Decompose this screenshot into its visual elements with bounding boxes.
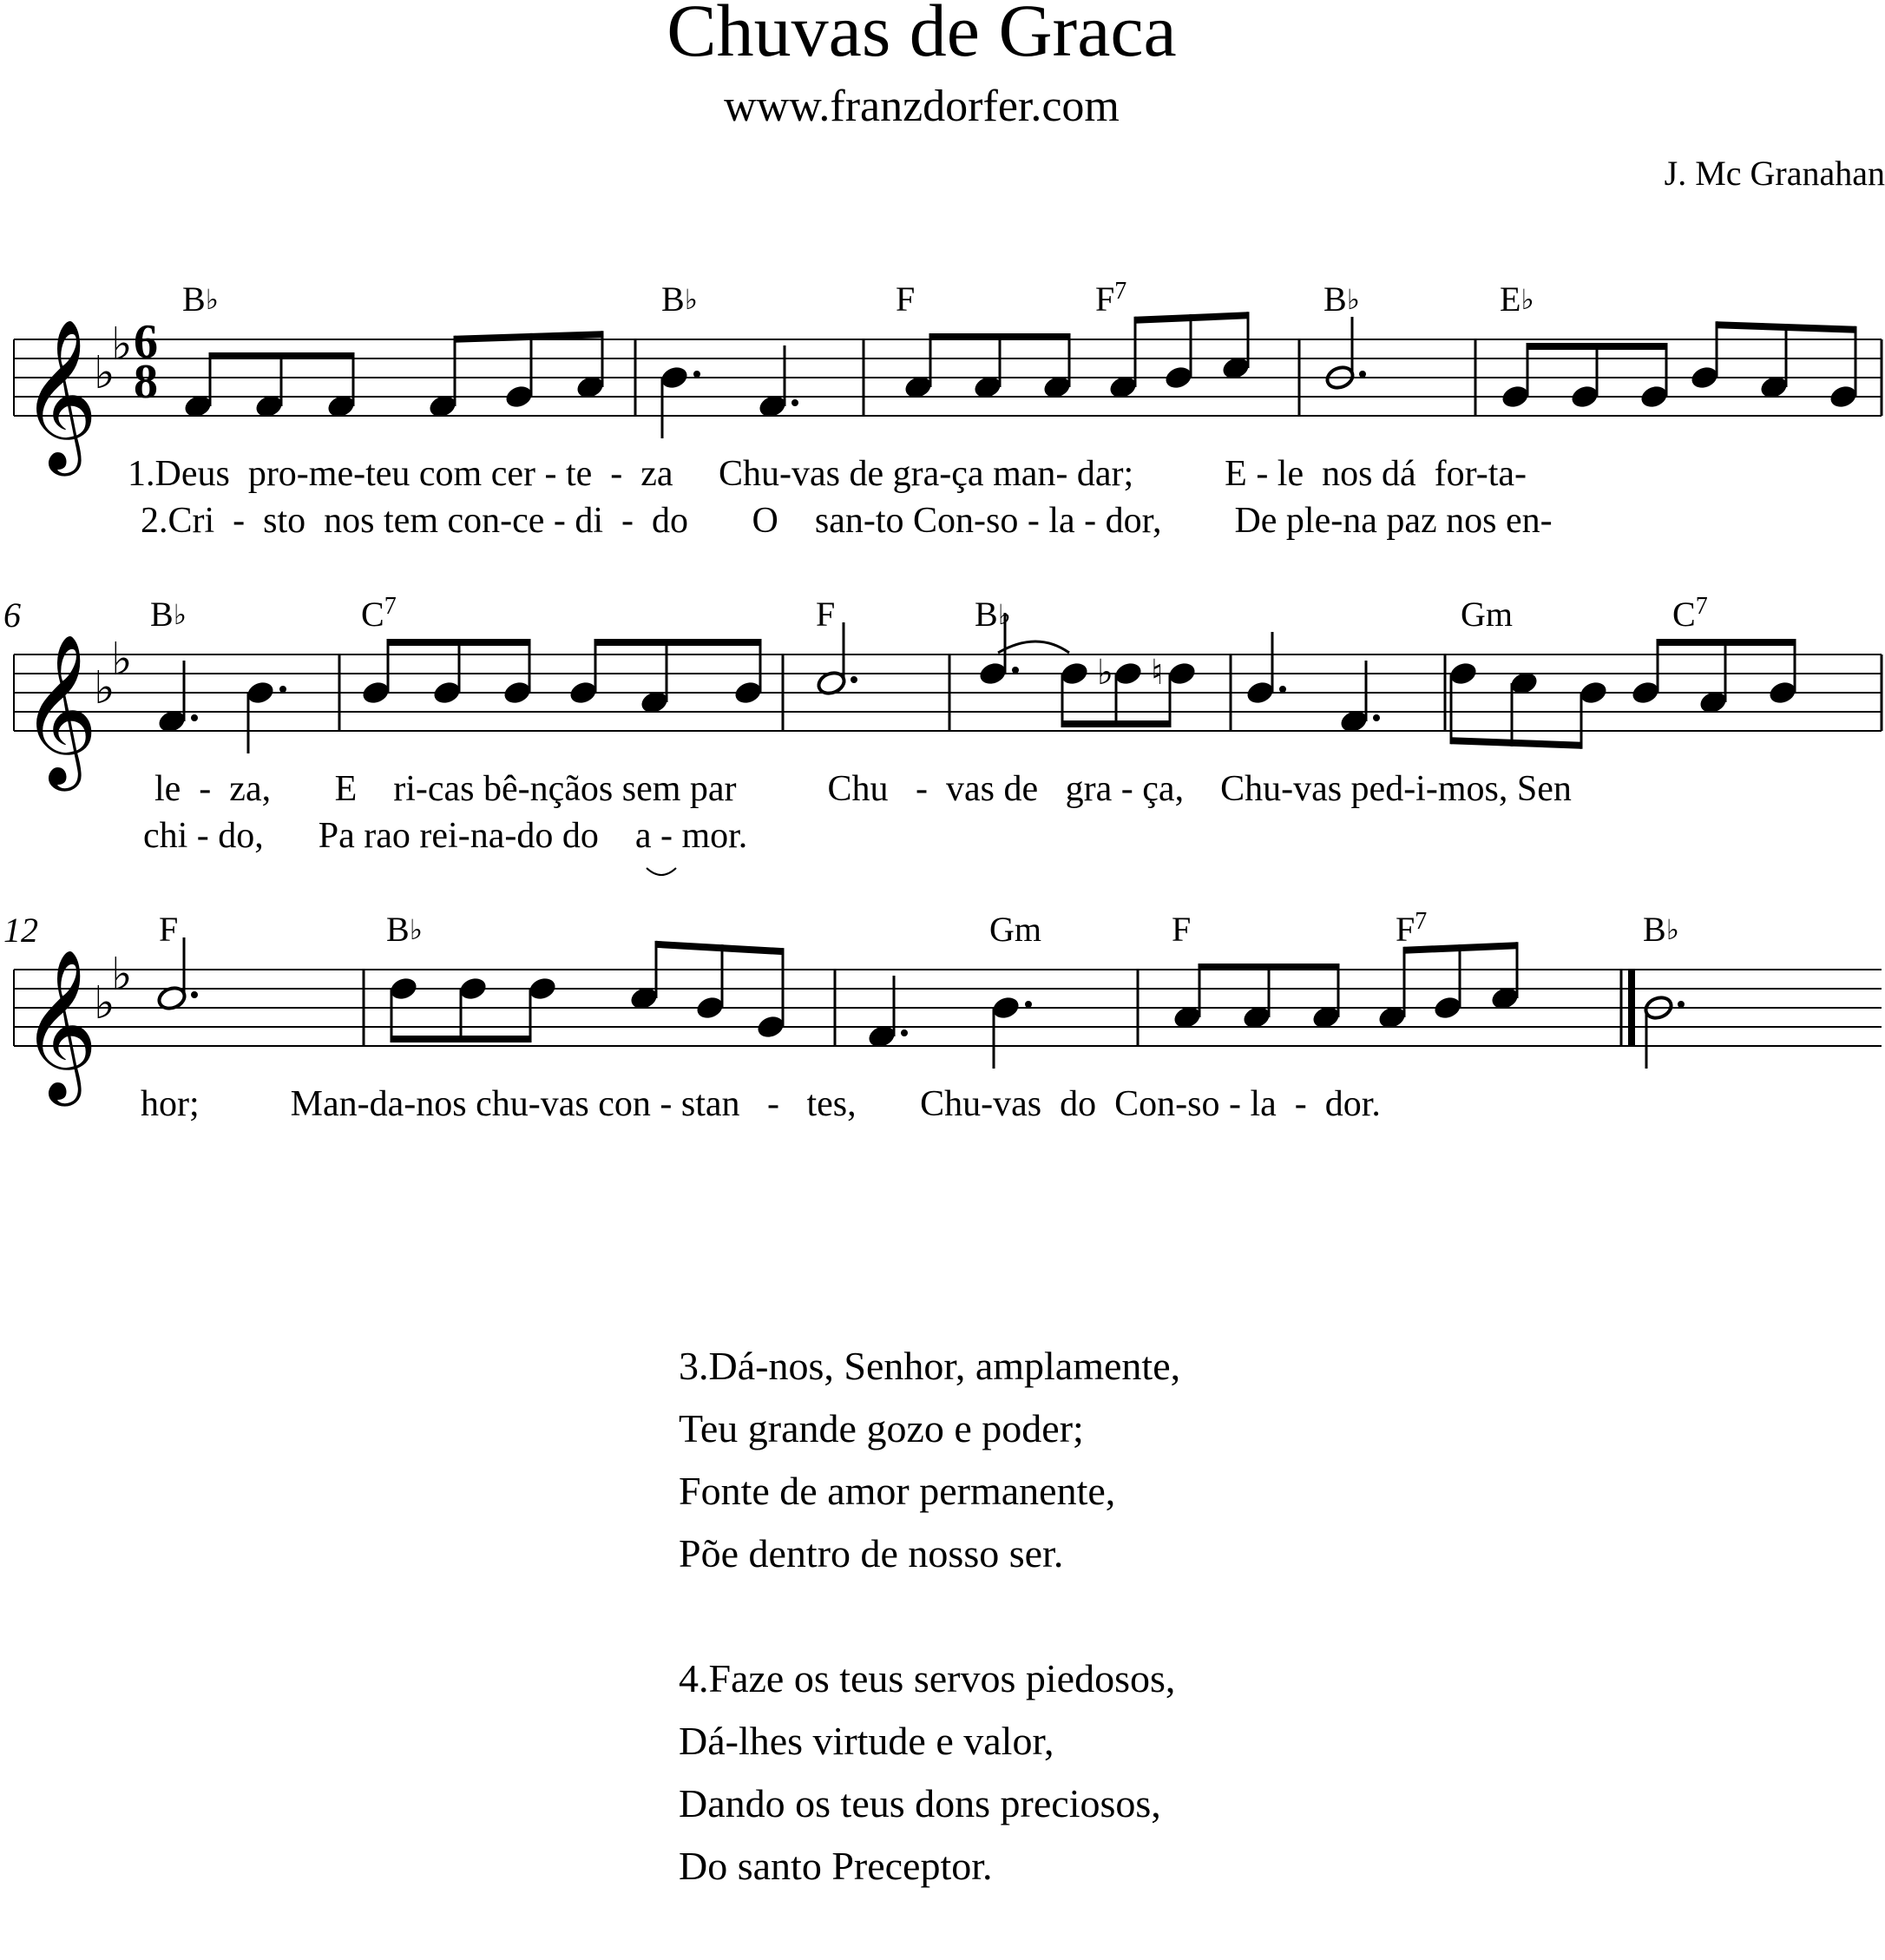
- note: [1245, 632, 1286, 707]
- chord-symbol: F: [896, 280, 916, 319]
- lyric-line: 2.Cri - sto nos tem con-ce - di - do O san-to Con-so - la - dor, De ple-na paz nos en-: [141, 501, 1553, 541]
- time-signature-bottom: 8: [134, 355, 158, 409]
- elision-mark: [647, 868, 676, 875]
- augmentation-dot: [191, 991, 198, 998]
- augmentation-dot: [279, 686, 286, 693]
- natural-icon: ♮: [1151, 653, 1164, 693]
- beam: [656, 941, 783, 955]
- website-url: www.franzdorfer.com: [724, 82, 1120, 131]
- flat-icon: ♭: [111, 634, 133, 686]
- note: [156, 661, 198, 735]
- chord-symbol: B♭: [661, 280, 698, 319]
- verse-line: 3.Dá-nos, Senhor, amplamente,: [679, 1344, 1181, 1388]
- tie: [998, 641, 1069, 653]
- treble-clef-icon: 𝄞: [21, 319, 98, 470]
- measure-number: 6: [3, 595, 21, 635]
- lyric-line: 1.Deus pro-me-teu com cer - te - za Chu-vas de gra-ça man- dar; E - le nos dá for-ta-: [128, 454, 1527, 494]
- chord-symbol: $F^7$: [1396, 908, 1428, 949]
- flat-icon: ♭: [94, 977, 115, 1029]
- beam: [1199, 964, 1338, 970]
- note: [1338, 661, 1380, 735]
- note: [1324, 317, 1366, 391]
- note: [245, 679, 286, 753]
- chord-symbol: B♭: [1323, 280, 1360, 319]
- note: [1097, 653, 1144, 693]
- beam: [930, 333, 1069, 340]
- composer-name: J. Mc Granahan: [1664, 154, 1885, 193]
- verse-3: [679, 1335, 1180, 1585]
- beam: [1527, 343, 1666, 350]
- chord-symbol: E♭: [1500, 280, 1534, 319]
- treble-clef-icon: 𝄞: [21, 634, 98, 785]
- lyric-line: chi - do, Pa rao rei-na-do do a - mor.: [143, 816, 748, 856]
- song-title: Chuvas de Graca: [667, 0, 1177, 72]
- augmentation-dot: [693, 371, 700, 378]
- verse-line: Do santo Preceptor.: [679, 1844, 993, 1888]
- note: [1151, 653, 1198, 693]
- chord-symbol: $F^7$: [1095, 278, 1127, 319]
- augmentation-dot: [191, 714, 198, 721]
- chord-symbol: B♭: [386, 910, 423, 949]
- note: [866, 976, 908, 1050]
- note: [757, 345, 798, 420]
- extra-verses: [679, 1335, 1180, 1960]
- chord-symbol: F: [1172, 910, 1192, 949]
- measure-number: 12: [3, 911, 38, 950]
- chord-symbol: B♭: [975, 595, 1011, 634]
- chord-symbol: $C^7$: [1672, 593, 1708, 634]
- chord-symbol: Gm: [989, 910, 1041, 949]
- beam: [595, 639, 760, 646]
- augmentation-dot: [1279, 686, 1286, 693]
- augmentation-dot: [791, 399, 798, 406]
- flat-icon: ♭: [111, 319, 133, 371]
- lyric-line: le - za, E ri-cas bê-nçãos sem par Chu - vas de gra - ça, Chu-vas ped-i-mos, Sen: [154, 769, 1572, 809]
- verse-4: [679, 1648, 1180, 1898]
- augmentation-dot: [1678, 1001, 1685, 1008]
- verse-line: Fonte de amor permanente,: [679, 1469, 1116, 1513]
- treble-clef-icon: 𝄞: [21, 949, 98, 1100]
- time-signature-top: 6: [134, 315, 158, 369]
- beam: [1451, 737, 1581, 749]
- augmentation-dot: [1012, 667, 1019, 674]
- verse-line: 4.Faze os teus servos piedosos,: [679, 1656, 1176, 1700]
- note: [990, 994, 1032, 1069]
- beam: [455, 331, 602, 343]
- augmentation-dot: [851, 676, 857, 683]
- chord-symbol: Gm: [1461, 595, 1513, 634]
- note: [659, 364, 700, 438]
- augmentation-dot: [901, 1029, 908, 1036]
- chord-symbol: B♭: [150, 595, 187, 634]
- verse-line: Dá-lhes virtude e valor,: [679, 1719, 1054, 1763]
- verse-line: Põe dentro de nosso ser.: [679, 1531, 1064, 1575]
- flat-icon: ♭: [111, 949, 133, 1001]
- chord-symbol: F: [159, 910, 179, 949]
- verse-line: Dando os teus dons preciosos,: [679, 1781, 1161, 1825]
- lyric-line: hor; Man-da-nos chu-vas con - stan - tes, Chu-vas do Con-so - la - dor.: [141, 1084, 1381, 1124]
- chord-symbol: B♭: [182, 280, 219, 319]
- augmentation-dot: [1373, 714, 1380, 721]
- flat-icon: ♭: [1097, 653, 1113, 693]
- note: [1643, 994, 1685, 1069]
- beam: [210, 352, 353, 359]
- augmentation-dot: [1359, 371, 1366, 378]
- beam: [391, 1036, 530, 1042]
- chord-symbol: F: [816, 595, 836, 634]
- beam: [1062, 720, 1170, 727]
- final-barline: [1628, 970, 1635, 1046]
- beam: [1658, 639, 1795, 646]
- flat-icon: ♭: [94, 347, 115, 399]
- chord-symbol: $C^7$: [361, 593, 397, 634]
- flat-icon: ♭: [94, 662, 115, 714]
- beam: [388, 639, 529, 646]
- verse-line: Teu grande gozo e poder;: [679, 1406, 1084, 1450]
- chord-symbol: B♭: [1643, 910, 1679, 949]
- augmentation-dot: [1025, 1001, 1032, 1008]
